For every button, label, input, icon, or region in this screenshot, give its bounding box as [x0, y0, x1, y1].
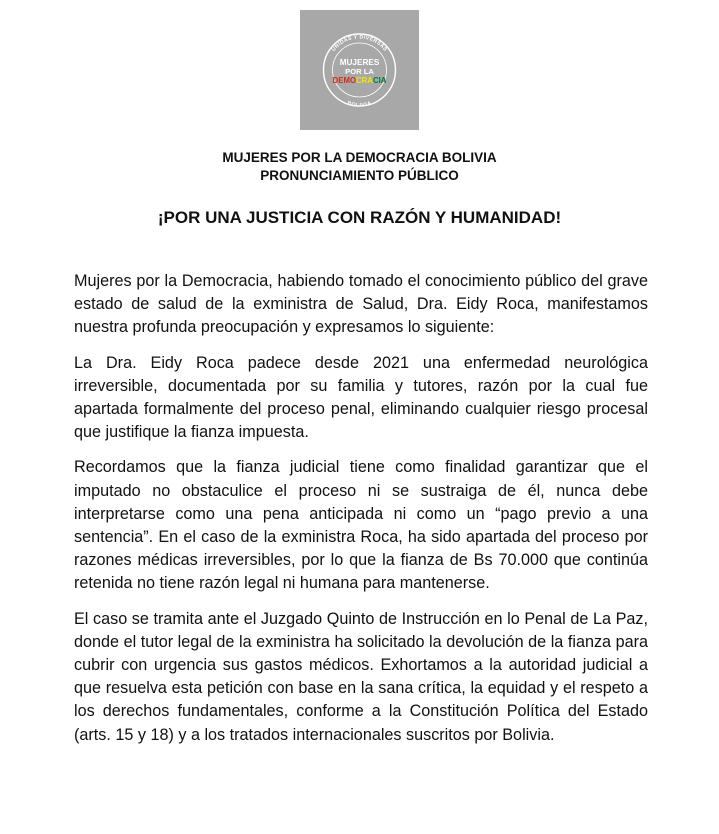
organization-logo [300, 10, 419, 130]
logo-line-2: POR LA [345, 67, 374, 76]
paragraph-2: La Dra. Eidy Roca padece desde 2021 una enfermedad neurológica irreversible, documentada por su familia y tutores, razón por la cual fue apartada formalmente del proceso penal, eliminando cualquier riesgo procesal que justifique la fianza impuesta. [74, 353, 648, 442]
document-title: ¡POR UNA JUSTICIA CON RAZÓN Y HUMANIDAD! [157, 208, 562, 227]
logo-line-3-yellow: CRA [356, 76, 373, 85]
document-header [0, 149, 719, 185]
paragraph-1: Mujeres por la Democracia, habiendo tomado el conocimiento público del grave estado de salud de la exministra de Salud, Dra. Eidy Roca, manifestamos nuestra profunda preocupación y expresamos lo siguiente: [74, 272, 648, 337]
logo-line-3-green: CIA [372, 76, 387, 85]
logo-arc-top: UNIDAS Y DIVERSAS [330, 34, 389, 53]
document-body [74, 270, 648, 759]
paragraph-4: El caso se tramita ante el Juzgado Quinto de Instrucción en lo Penal de La Paz, donde el tutor legal de la exministra ha solicitado la devolución de la fianza para cubrir con urgencia sus gastos médicos. Exhortamos a la autoridad judicial a que resuelva esta petición con base en la sana crítica, la equidad y el respeto a los derechos fundamentales, conforme a la Constitución Política del Estado (arts. 15 y 18) y a los tratados internacionales suscritos por Bolivia. [74, 609, 648, 744]
paragraph-3: Recordamos que la fianza judicial tiene como finalidad garantizar que el imputado no obstaculice el proceso ni se sustraiga de él, nunca debe interpretarse como una pena anticipada ni como un “pago previo a una sentencia”. En el caso de la exministra Roca, ha sido apartada del proceso por razones médicas irreversibles, por lo que la fianza de Bs 70.000 que continúa retenida no tiene razón legal ni humana para mantenerse. [74, 458, 648, 593]
logo-arc-bottom: BOLIVIA [346, 100, 373, 109]
logo-line-1: MUJERES [339, 58, 380, 67]
header-document-type: PRONUNCIAMIENTO PÚBLICO [260, 168, 459, 183]
logo-line-3-red: DEMO [332, 76, 357, 85]
logo-emblem [300, 10, 419, 130]
header-organization: MUJERES POR LA DEMOCRACIA BOLIVIA [222, 150, 497, 165]
logo-line-3 [333, 76, 387, 85]
